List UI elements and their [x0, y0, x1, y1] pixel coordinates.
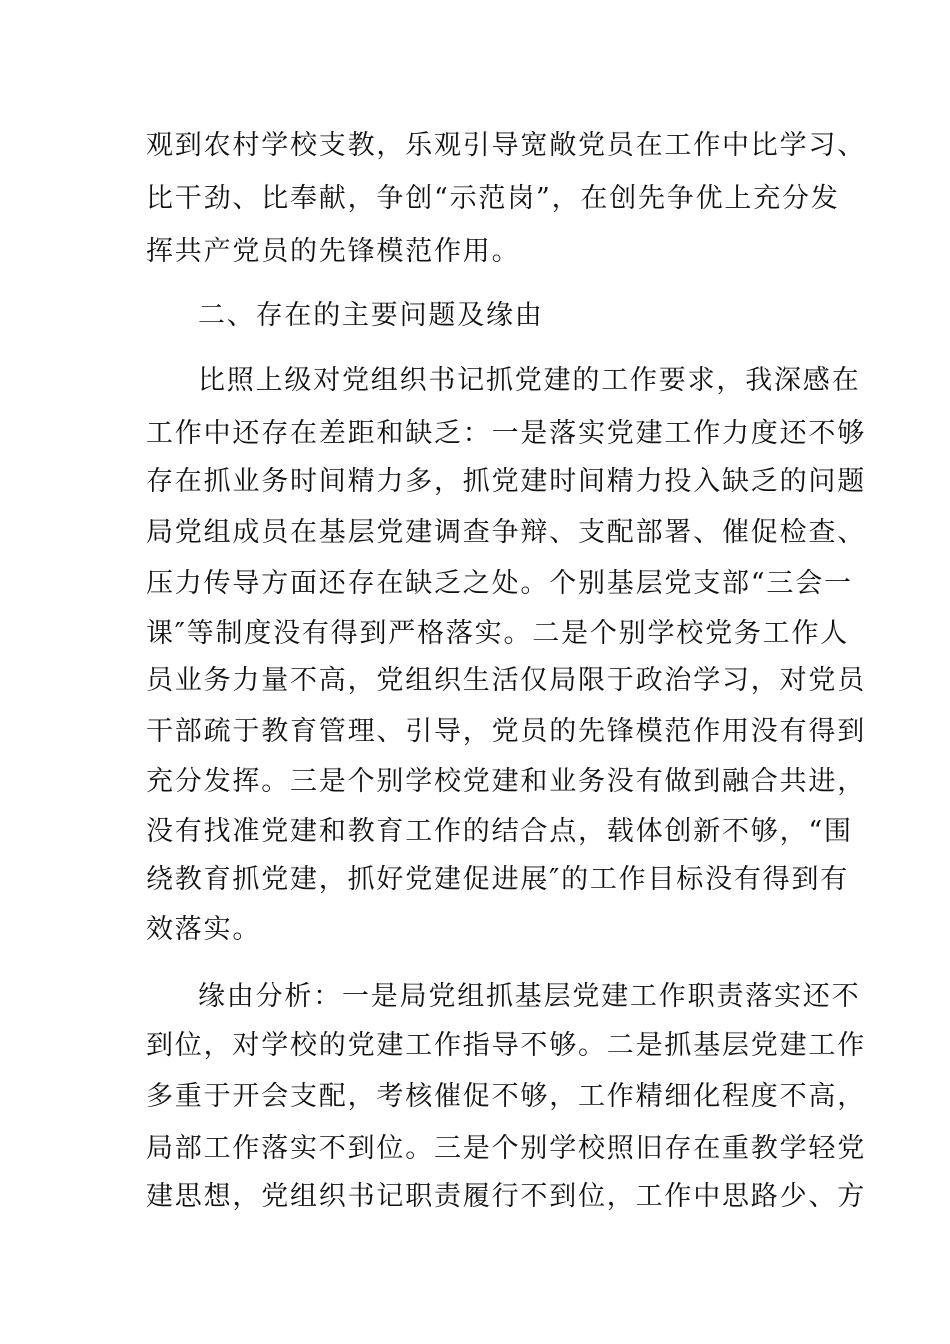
- paragraph-2-line-1: 比照上级对党组织书记抓党建的工作要求，我深感在: [198, 365, 861, 396]
- paragraph-2-line-5: 压力传导方面还存在缺乏之处。个别基层党支部“三会一: [146, 568, 853, 599]
- paragraph-2-line-4: 局党组成员在基层党建调查争辩、支配部署、催促检查、: [146, 517, 866, 548]
- paragraph-2-line-9: 充分发挥。三是个别学校党建和业务没有做到融合共进，: [146, 766, 866, 797]
- paragraph-2-line-6: 课″等制度没有得到严格落实。二是个别学校党务工作人: [146, 618, 850, 649]
- paragraph-1-line-1: 观到农村学校支教，乐观引导宽敞党员在工作中比学习、: [146, 130, 866, 161]
- paragraph-2-line-3: 存在抓业务时间精力多，抓党建时间精力投入缺乏的问题: [146, 466, 866, 497]
- paragraph-2-line-12: 效落实。: [146, 914, 262, 945]
- paragraph-2-line-11: 绕教育抓党建，抓好党建促进展″的工作目标没有得到有: [146, 864, 850, 895]
- paragraph-2-line-2: 工作中还存在差距和缺乏：一是落实党建工作力度还不够: [146, 418, 866, 449]
- paragraph-2-line-10: 没有找准党建和教育工作的结合点，载体创新不够，“围: [146, 816, 853, 847]
- paragraph-1-line-2: 比干劲、比奉献，争创“示范岗”，在创先争优上充分发: [146, 183, 840, 214]
- paragraph-3-line-4: 局部工作落实不到位。三是个别学校照旧存在重教学轻党: [146, 1133, 866, 1164]
- section-heading: 二、存在的主要问题及缘由: [198, 300, 544, 331]
- paragraph-3-line-2: 到位，对学校的党建工作指导不够。二是抓基层党建工作: [146, 1030, 866, 1061]
- paragraph-1-line-3: 挥共产党员的先锋模范作用。: [146, 236, 521, 267]
- paragraph-2-line-8: 干部疏于教育管理、引导，党员的先锋模范作用没有得到: [146, 716, 866, 747]
- paragraph-3-line-1: 缘由分析：一是局党组抓基层党建工作职责落实还不: [198, 981, 861, 1012]
- paragraph-3-line-5: 建思想，党组织书记职责履行不到位，工作中思路少、方: [146, 1181, 866, 1212]
- paragraph-3-line-3: 多重于开会支配，考核催促不够，工作精细化程度不高，: [146, 1081, 866, 1112]
- paragraph-2-line-7: 员业务力量不高，党组织生活仅局限于政治学习，对党员: [146, 665, 866, 696]
